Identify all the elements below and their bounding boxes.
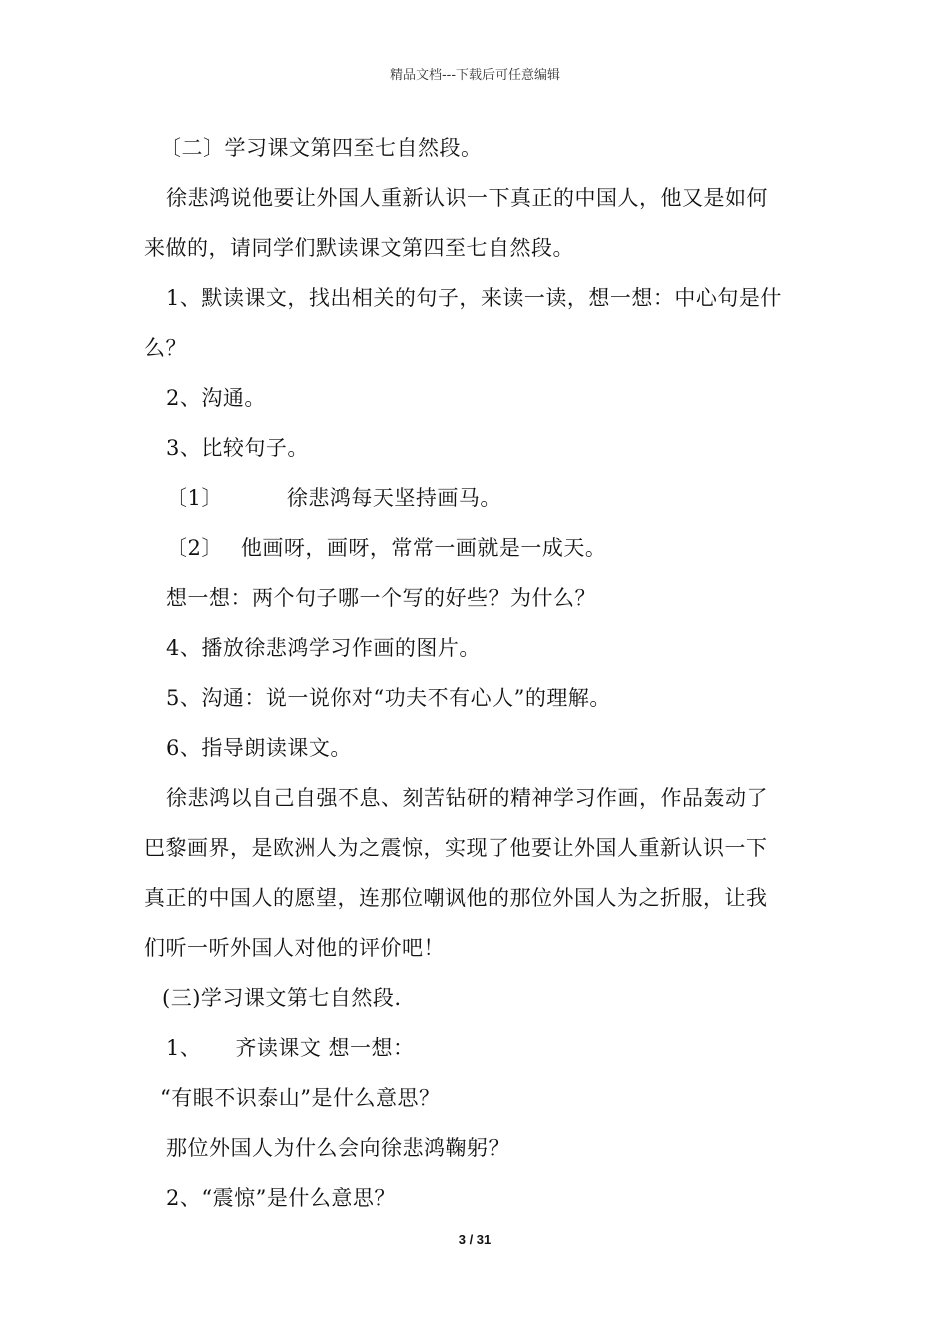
question-line: “有眼不识泰山”是什么意思？ xyxy=(160,1086,441,1110)
question-line: 那位外国人为什么会向徐悲鸿鞠躬？ xyxy=(166,1136,510,1160)
sentence-2-text: 他画呀，画呀，常常一画就是一成天。 xyxy=(240,536,607,560)
list-item-2: 2、沟通。 xyxy=(166,386,266,410)
list-item-1b xyxy=(166,1034,415,1062)
list-item-2b: 2、“震惊”是什么意思？ xyxy=(166,1186,396,1210)
paragraph-line: 徐悲鸿以自己自强不息、刻苦钻研的精神学习作画，作品轰动了 xyxy=(166,786,768,810)
page-number: 3 / 31 xyxy=(458,1232,492,1247)
paragraph-line: 们听一听外国人对他的评价吧！ xyxy=(144,936,445,960)
sentence-2 xyxy=(166,534,606,562)
sentence-1-text: 徐悲鸿每天坚持画马。 xyxy=(286,486,502,510)
list-item-1: 1、默读课文，找出相关的句子，来读一读，想一想：中心句是什 xyxy=(166,286,782,310)
paragraph-line: 来做的，请同学们默读课文第四至七自然段。 xyxy=(144,236,574,260)
section-heading-2: 〔二〕学习课文第四至七自然段。 xyxy=(160,136,483,160)
list-item-6: 6、指导朗读课文。 xyxy=(166,736,352,760)
sentence-2-label: 〔2〕 xyxy=(166,536,223,560)
list-item-1b-text: 齐读课文 想一想： xyxy=(235,1036,415,1060)
sentence-1-label: 〔1〕 xyxy=(166,486,223,510)
paragraph-line: 巴黎画界，是欧洲人为之震惊，实现了他要让外国人重新认识一下 xyxy=(144,836,768,860)
page-header: 精品文档---下载后可任意编辑 xyxy=(389,68,561,83)
paragraph-line: 徐悲鸿说他要让外国人重新认识一下真正的中国人，他又是如何 xyxy=(166,186,768,210)
paragraph-line: 想一想：两个句子哪一个写的好些？为什么？ xyxy=(166,586,596,610)
list-item-4: 4、播放徐悲鸿学习作画的图片。 xyxy=(166,636,481,660)
list-item-3: 3、比较句子。 xyxy=(166,436,309,460)
section-heading-3: (三)学习课文第七自然段. xyxy=(162,986,402,1010)
paragraph-line: 真正的中国人的愿望，连那位嘲讽他的那位外国人为之折服，让我 xyxy=(144,886,768,910)
list-item-1b-label: 1、 xyxy=(166,1036,202,1060)
sentence-1 xyxy=(166,484,502,512)
list-item-5: 5、沟通：说一说你对“功夫不有心人”的理解。 xyxy=(166,686,611,710)
paragraph-line: 么？ xyxy=(144,336,187,360)
